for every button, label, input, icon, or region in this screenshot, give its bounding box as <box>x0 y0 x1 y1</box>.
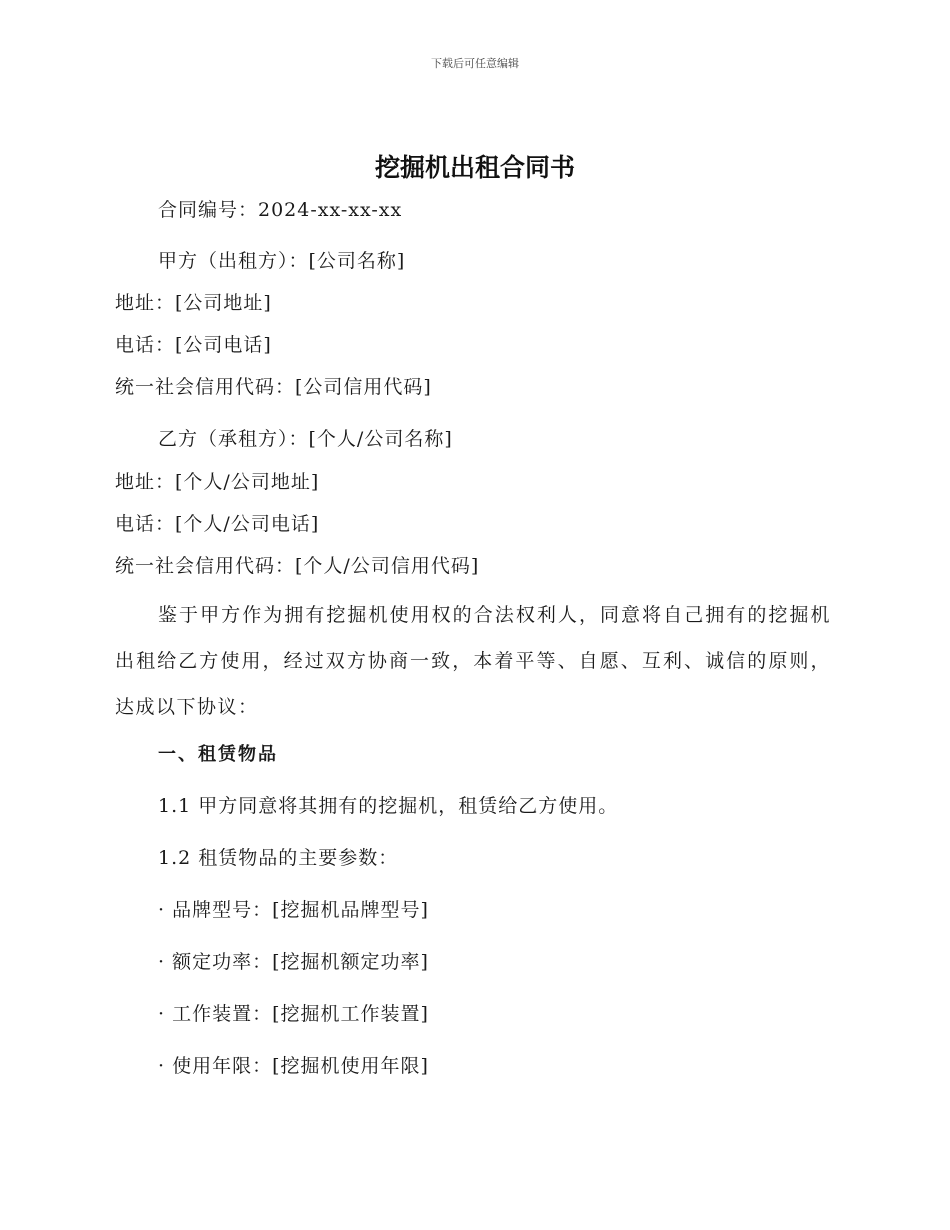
party-b-phone: 电话：[个人/公司电话] <box>115 513 320 535</box>
party-a-address: 地址：[公司地址] <box>115 292 272 314</box>
list-item-service-life: · 使用年限：[挖掘机使用年限] <box>158 1055 429 1077</box>
page-header-note: 下载后可任意编辑 <box>431 57 519 70</box>
contract-number: 合同编号：2024-xx-xx-xx <box>158 199 403 221</box>
party-b-name: 乙方（承租方）：[个人/公司名称] <box>158 428 453 450</box>
clause-1-2: 1.2 租赁物品的主要参数： <box>158 847 399 869</box>
list-item-work-device: · 工作装置：[挖掘机工作装置] <box>158 1003 429 1025</box>
document-title: 挖掘机出租合同书 <box>374 153 575 182</box>
clause-1-1: 1.1 甲方同意将其拥有的挖掘机，租赁给乙方使用。 <box>158 795 619 817</box>
party-b-address: 地址：[个人/公司地址] <box>115 471 320 493</box>
list-item-rated-power: · 额定功率：[挖掘机额定功率] <box>158 951 429 973</box>
party-b-credit-code: 统一社会信用代码：[个人/公司信用代码] <box>115 555 480 577</box>
list-item-brand-model: · 品牌型号：[挖掘机品牌型号] <box>158 899 429 921</box>
party-a-phone: 电话：[公司电话] <box>115 334 272 356</box>
section-heading-lease-items: 一、租赁物品 <box>158 744 278 765</box>
preamble-paragraph: 鉴于甲方作为拥有挖掘机使用权的合法权利人，同意将自己拥有的挖掘机出租给乙方使用，经过双方协商一致，本着平等、自愿、互利、诚信的原则，达成以下协议： <box>115 604 831 718</box>
party-a-name: 甲方（出租方）：[公司名称] <box>158 250 406 272</box>
party-a-credit-code: 统一社会信用代码：[公司信用代码] <box>115 376 432 398</box>
